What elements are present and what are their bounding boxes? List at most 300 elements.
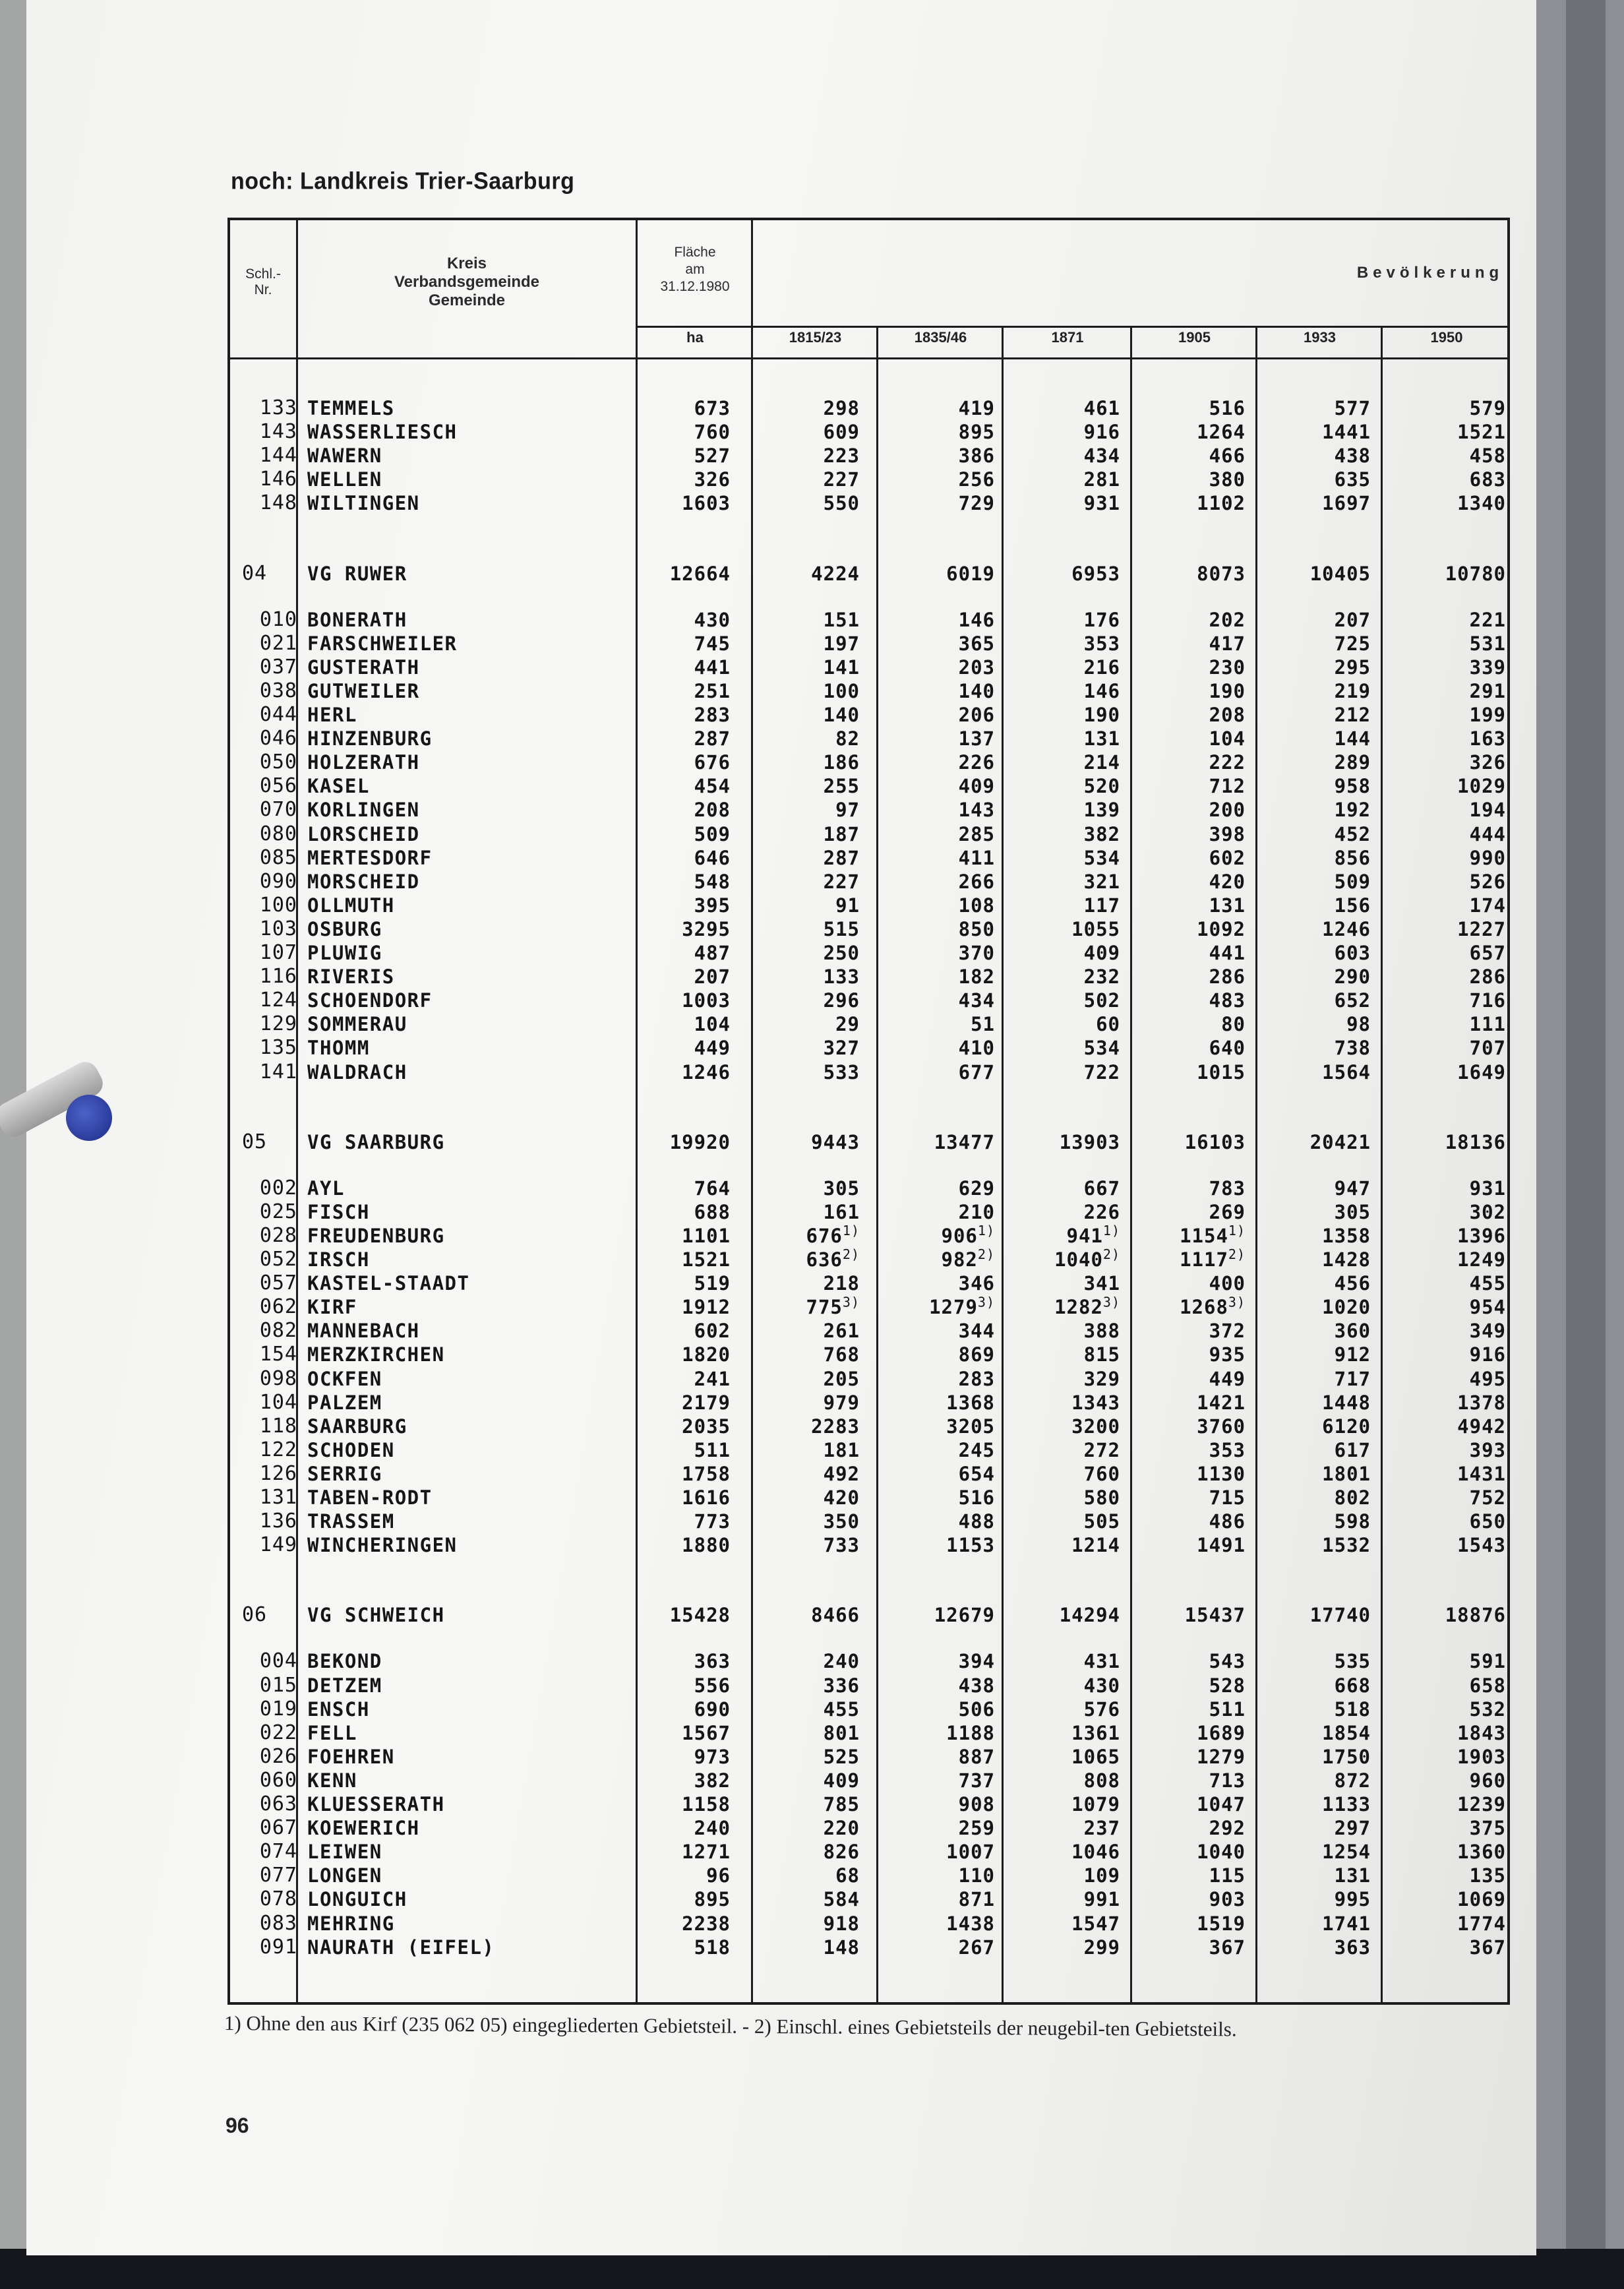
cell-code: 05 bbox=[242, 1130, 268, 1153]
cell-value: 1065 bbox=[1071, 1745, 1120, 1768]
cell-value: 60 bbox=[1096, 1013, 1120, 1036]
cell-v1950 bbox=[1384, 870, 1506, 893]
cell-value: 488 bbox=[958, 1510, 995, 1533]
cell-value: 190 bbox=[1083, 704, 1120, 726]
cell-value: 455 bbox=[823, 1697, 860, 1721]
cell-area bbox=[642, 1912, 731, 1935]
cell-v1950 bbox=[1384, 894, 1506, 917]
cell-value: 1279 bbox=[929, 1296, 978, 1319]
cell-v1815 bbox=[758, 727, 860, 750]
header-flaeche: Fläche am 31.12.1980 bbox=[660, 245, 730, 294]
cell-value: 532 bbox=[1469, 1697, 1506, 1721]
cell-value: 140 bbox=[958, 679, 995, 702]
cell-area bbox=[642, 1225, 731, 1247]
cell-value: 1239 bbox=[1457, 1793, 1506, 1816]
footnote: 1) Ohne den aus Kirf (235 062 05) eingegliederten Gebietsteil. - 2) Einschl. eines Gebietsteils der neugebil-ten Gebietsteils. bbox=[224, 2011, 1237, 2041]
cell-value: 382 bbox=[694, 1769, 731, 1792]
cell-v1815 bbox=[758, 1841, 860, 1863]
cell-v1950 bbox=[1384, 1746, 1506, 1768]
cell-code: 104 bbox=[259, 1390, 297, 1414]
cell-value: 506 bbox=[958, 1697, 995, 1721]
cell-v1933 bbox=[1259, 894, 1371, 917]
cell-value: 110 bbox=[958, 1864, 995, 1887]
cell-v1950 bbox=[1384, 1272, 1506, 1295]
cell-v1905 bbox=[1137, 1013, 1246, 1035]
cell-value: 104 bbox=[1209, 727, 1246, 750]
cell-value: 68 bbox=[835, 1864, 860, 1887]
cell-value: 146 bbox=[958, 608, 995, 631]
cell-v1835 bbox=[883, 1746, 995, 1768]
cell-v1835 bbox=[883, 1486, 995, 1509]
cell-v1835 bbox=[883, 1936, 995, 1959]
cell-value: 458 bbox=[1469, 444, 1506, 468]
cell-v1835 bbox=[883, 444, 995, 467]
cell-value: 515 bbox=[823, 917, 860, 940]
cell-value: 255 bbox=[823, 775, 860, 798]
cell-value: 18876 bbox=[1445, 1604, 1506, 1627]
cell-v1950 bbox=[1384, 1510, 1506, 1533]
cell-v1871 bbox=[1008, 680, 1120, 702]
cell-code: 131 bbox=[259, 1486, 297, 1509]
footnote-marker: 1) bbox=[977, 1223, 995, 1239]
page-title: noch: Landkreis Trier-Saarburg bbox=[231, 168, 575, 195]
cell-name: KIRF bbox=[307, 1296, 357, 1319]
footnote-marker: 2) bbox=[1102, 1246, 1120, 1263]
table-row bbox=[230, 942, 1513, 964]
cell-v1933 bbox=[1259, 1013, 1371, 1035]
cell-value: 135 bbox=[1469, 1864, 1506, 1887]
cell-value: 287 bbox=[694, 727, 731, 750]
cell-name: KORLINGEN bbox=[307, 799, 420, 822]
table-row bbox=[230, 1037, 1513, 1059]
cell-value: 931 bbox=[1083, 492, 1120, 515]
cell-v1905 bbox=[1137, 823, 1246, 845]
cell-value: 144 bbox=[1334, 727, 1371, 750]
cell-value: 305 bbox=[1334, 1200, 1371, 1223]
cell-value: 990 bbox=[1469, 846, 1506, 869]
cell-code: 050 bbox=[259, 750, 297, 774]
header-schl: Schl.- Nr. bbox=[245, 266, 281, 297]
cell-v1933 bbox=[1259, 1415, 1371, 1438]
table-row bbox=[230, 1674, 1513, 1697]
cell-v1933 bbox=[1259, 1841, 1371, 1863]
cell-value: 576 bbox=[1083, 1697, 1120, 1721]
cell-v1905 bbox=[1137, 847, 1246, 869]
cell-v1905 bbox=[1137, 1248, 1246, 1271]
cell-value: 137 bbox=[958, 727, 995, 750]
table-row bbox=[230, 965, 1513, 988]
cell-v1905 bbox=[1137, 989, 1246, 1012]
cell-v1835 bbox=[883, 1793, 995, 1816]
cell-area bbox=[642, 1793, 731, 1816]
cell-area bbox=[642, 823, 731, 845]
cell-value: 326 bbox=[694, 468, 731, 491]
cell-code: 098 bbox=[259, 1366, 297, 1390]
backdrop-book-edge bbox=[1566, 0, 1606, 2289]
cell-code: 100 bbox=[259, 893, 297, 917]
footnote-marker: 3) bbox=[1228, 1294, 1246, 1310]
cell-value: 336 bbox=[823, 1674, 860, 1697]
cell-area bbox=[642, 1131, 731, 1153]
cell-v1815 bbox=[758, 1061, 860, 1083]
cell-value: 438 bbox=[1334, 444, 1371, 468]
cell-v1835 bbox=[883, 632, 995, 655]
cell-code: 083 bbox=[259, 1911, 297, 1935]
cell-v1933 bbox=[1259, 1061, 1371, 1083]
cell-value: 393 bbox=[1469, 1438, 1506, 1461]
cell-value: 745 bbox=[694, 632, 731, 655]
cell-value: 16103 bbox=[1184, 1130, 1246, 1153]
footnote-marker: 3) bbox=[1102, 1294, 1120, 1310]
cell-v1950 bbox=[1384, 609, 1506, 631]
cell-value: 250 bbox=[823, 942, 860, 964]
cell-v1950 bbox=[1384, 799, 1506, 821]
cell-v1950 bbox=[1384, 1439, 1506, 1461]
cell-name: NAURATH (EIFEL) bbox=[307, 1936, 495, 1959]
cell-value: 1101 bbox=[682, 1224, 731, 1247]
cell-v1815 bbox=[758, 704, 860, 726]
cell-code: 135 bbox=[259, 1036, 297, 1060]
cell-value: 518 bbox=[694, 1936, 731, 1959]
cell-value: 19920 bbox=[669, 1130, 731, 1153]
cell-v1905 bbox=[1137, 1698, 1246, 1721]
cell-v1871 bbox=[1008, 965, 1120, 988]
cell-value: 111 bbox=[1469, 1013, 1506, 1036]
cell-value: 629 bbox=[958, 1176, 995, 1200]
table-row bbox=[230, 847, 1513, 869]
cell-v1871 bbox=[1008, 1296, 1120, 1318]
table-row bbox=[230, 1343, 1513, 1366]
table-row bbox=[230, 918, 1513, 940]
footnote-marker: 3) bbox=[842, 1294, 860, 1310]
cell-value: 100 bbox=[823, 679, 860, 702]
cell-v1905 bbox=[1137, 421, 1246, 443]
cell-v1835 bbox=[883, 1131, 995, 1153]
cell-area bbox=[642, 1201, 731, 1223]
cell-v1933 bbox=[1259, 1391, 1371, 1414]
cell-name: FISCH bbox=[307, 1200, 370, 1223]
cell-area bbox=[642, 1486, 731, 1509]
table-row bbox=[230, 1272, 1513, 1295]
cell-value: 1102 bbox=[1197, 492, 1246, 515]
cell-value: 908 bbox=[958, 1793, 995, 1816]
cell-name: LEIWEN bbox=[307, 1841, 382, 1864]
cell-area bbox=[642, 1746, 731, 1768]
cell-value: 115 bbox=[1209, 1864, 1246, 1887]
cell-v1815 bbox=[758, 1604, 860, 1626]
cell-value: 1903 bbox=[1457, 1745, 1506, 1768]
cell-value: 1396 bbox=[1457, 1224, 1506, 1247]
cell-value: 452 bbox=[1334, 822, 1371, 845]
table-row bbox=[230, 1391, 1513, 1414]
cell-value: 353 bbox=[1083, 632, 1120, 655]
cell-v1815 bbox=[758, 656, 860, 679]
cell-value: 302 bbox=[1469, 1200, 1506, 1223]
cell-v1835 bbox=[883, 1650, 995, 1672]
cell-value: 438 bbox=[958, 1674, 995, 1697]
cell-v1950 bbox=[1384, 1415, 1506, 1438]
cell-v1871 bbox=[1008, 1912, 1120, 1935]
cell-v1905 bbox=[1137, 1391, 1246, 1414]
cell-value: 417 bbox=[1209, 632, 1246, 655]
cell-value: 1649 bbox=[1457, 1060, 1506, 1083]
cell-value: 267 bbox=[958, 1936, 995, 1959]
cell-value: 181 bbox=[823, 1438, 860, 1461]
cell-v1815 bbox=[758, 1343, 860, 1366]
cell-value: 1268 bbox=[1180, 1296, 1228, 1319]
cell-v1835 bbox=[883, 421, 995, 443]
table-row bbox=[230, 1817, 1513, 1839]
cell-value: 650 bbox=[1469, 1510, 1506, 1533]
cell-name: IRSCH bbox=[307, 1248, 370, 1271]
cell-v1933 bbox=[1259, 775, 1371, 797]
cell-v1871 bbox=[1008, 1769, 1120, 1792]
cell-area bbox=[642, 799, 731, 821]
cell-area bbox=[642, 468, 731, 491]
cell-v1815 bbox=[758, 989, 860, 1012]
cell-v1871 bbox=[1008, 942, 1120, 964]
cell-value: 12679 bbox=[934, 1604, 995, 1627]
cell-v1950 bbox=[1384, 1650, 1506, 1672]
cell-name: MERZKIRCHEN bbox=[307, 1343, 445, 1366]
cell-v1835 bbox=[883, 1225, 995, 1247]
cell-code: 129 bbox=[259, 1012, 297, 1036]
cell-value: 223 bbox=[823, 444, 860, 468]
cell-area bbox=[642, 1248, 731, 1271]
cell-area bbox=[642, 492, 731, 514]
cell-v1950 bbox=[1384, 656, 1506, 679]
cell-value: 752 bbox=[1469, 1486, 1506, 1509]
cell-v1871 bbox=[1008, 1722, 1120, 1744]
cell-v1933 bbox=[1259, 918, 1371, 940]
table-row bbox=[230, 421, 1513, 443]
cell-value: 197 bbox=[823, 632, 860, 655]
cell-value: 1689 bbox=[1197, 1721, 1246, 1744]
cell-value: 947 bbox=[1334, 1176, 1371, 1200]
cell-value: 1046 bbox=[1071, 1841, 1120, 1864]
cell-name: FREUDENBURG bbox=[307, 1224, 445, 1247]
cell-v1905 bbox=[1137, 1604, 1246, 1626]
cell-name: WASSERLIESCH bbox=[307, 421, 458, 444]
cell-value: 1697 bbox=[1322, 492, 1371, 515]
cell-v1905 bbox=[1137, 1793, 1246, 1816]
cell-value: 409 bbox=[958, 775, 995, 798]
cell-value: 434 bbox=[1083, 444, 1120, 468]
cell-value: 652 bbox=[1334, 989, 1371, 1012]
cell-area bbox=[642, 1674, 731, 1697]
cell-name: HOLZERATH bbox=[307, 751, 420, 774]
cell-v1835 bbox=[883, 823, 995, 845]
cell-value: 360 bbox=[1334, 1320, 1371, 1343]
cell-v1815 bbox=[758, 444, 860, 467]
cell-v1815 bbox=[758, 847, 860, 869]
cell-value: 654 bbox=[958, 1462, 995, 1485]
cell-v1835 bbox=[883, 1769, 995, 1792]
cell-v1933 bbox=[1259, 397, 1371, 419]
cell-v1815 bbox=[758, 1793, 860, 1816]
cell-v1933 bbox=[1259, 492, 1371, 514]
cell-value: 455 bbox=[1469, 1272, 1506, 1295]
cell-value: 677 bbox=[958, 1060, 995, 1083]
cell-v1950 bbox=[1384, 1296, 1506, 1318]
cell-v1905 bbox=[1137, 1439, 1246, 1461]
cell-name: FELL bbox=[307, 1721, 357, 1744]
cell-code: 091 bbox=[259, 1935, 297, 1959]
cell-value: 895 bbox=[958, 421, 995, 444]
cell-v1871 bbox=[1008, 1201, 1120, 1223]
cell-name: WAWERN bbox=[307, 444, 382, 468]
table-row bbox=[230, 1534, 1513, 1556]
cell-value: 365 bbox=[958, 632, 995, 655]
cell-value: 256 bbox=[958, 468, 995, 491]
cell-value: 602 bbox=[694, 1320, 731, 1343]
cell-v1835 bbox=[883, 468, 995, 491]
cell-v1950 bbox=[1384, 1534, 1506, 1556]
cell-name: TABEN-RODT bbox=[307, 1486, 433, 1509]
cell-value: 148 bbox=[823, 1936, 860, 1959]
cell-value: 6019 bbox=[946, 562, 995, 585]
cell-value: 203 bbox=[958, 656, 995, 679]
cell-v1933 bbox=[1259, 823, 1371, 845]
cell-value: 1491 bbox=[1197, 1534, 1246, 1557]
cell-value: 240 bbox=[823, 1650, 860, 1673]
cell-code: 06 bbox=[242, 1603, 268, 1627]
cell-v1950 bbox=[1384, 1368, 1506, 1390]
cell-v1871 bbox=[1008, 656, 1120, 679]
cell-v1905 bbox=[1137, 1722, 1246, 1744]
cell-value: 717 bbox=[1334, 1367, 1371, 1390]
cell-v1950 bbox=[1384, 704, 1506, 726]
cell-v1835 bbox=[883, 1061, 995, 1083]
table-row bbox=[230, 1296, 1513, 1318]
cell-v1835 bbox=[883, 1296, 995, 1318]
cell-v1871 bbox=[1008, 421, 1120, 443]
cell-value: 1340 bbox=[1457, 492, 1506, 515]
cell-code: 122 bbox=[259, 1438, 297, 1461]
cell-value: 1521 bbox=[682, 1248, 731, 1271]
cell-value: 388 bbox=[1083, 1320, 1120, 1343]
cell-v1815 bbox=[758, 1248, 860, 1271]
cell-area bbox=[642, 563, 731, 585]
cell-value: 207 bbox=[1334, 608, 1371, 631]
cell-v1933 bbox=[1259, 1746, 1371, 1768]
cell-value: 326 bbox=[1469, 751, 1506, 774]
cell-v1815 bbox=[758, 609, 860, 631]
cell-v1933 bbox=[1259, 1439, 1371, 1461]
cell-v1871 bbox=[1008, 870, 1120, 893]
cell-v1905 bbox=[1137, 1534, 1246, 1556]
cell-value: 1428 bbox=[1322, 1248, 1371, 1271]
cell-value: 139 bbox=[1083, 799, 1120, 822]
footnote-marker: 3) bbox=[977, 1294, 995, 1310]
cell-v1905 bbox=[1137, 1841, 1246, 1863]
cell-v1933 bbox=[1259, 1698, 1371, 1721]
cell-value: 182 bbox=[958, 965, 995, 989]
cell-v1933 bbox=[1259, 1272, 1371, 1295]
cell-value: 516 bbox=[958, 1486, 995, 1509]
cell-value: 1282 bbox=[1054, 1296, 1103, 1319]
cell-code: 046 bbox=[259, 727, 297, 750]
cell-value: 518 bbox=[1334, 1697, 1371, 1721]
cell-value: 509 bbox=[1334, 870, 1371, 893]
cell-v1871 bbox=[1008, 1864, 1120, 1887]
cell-v1933 bbox=[1259, 444, 1371, 467]
cell-area bbox=[642, 1037, 731, 1059]
cell-v1950 bbox=[1384, 1061, 1506, 1083]
cell-value: 269 bbox=[1209, 1200, 1246, 1223]
cell-v1950 bbox=[1384, 421, 1506, 443]
table-row bbox=[230, 609, 1513, 631]
cell-value: 226 bbox=[958, 751, 995, 774]
cell-v1950 bbox=[1384, 727, 1506, 750]
cell-v1835 bbox=[883, 1864, 995, 1887]
table-row bbox=[230, 397, 1513, 419]
cell-value: 97 bbox=[835, 799, 860, 822]
cell-v1905 bbox=[1137, 894, 1246, 917]
cell-v1905 bbox=[1137, 965, 1246, 988]
year-1950: 1950 bbox=[1430, 329, 1463, 346]
cell-v1933 bbox=[1259, 421, 1371, 443]
cell-value: 212 bbox=[1334, 704, 1371, 726]
cell-value: 240 bbox=[694, 1817, 731, 1840]
cell-name: OCKFEN bbox=[307, 1367, 382, 1390]
cell-v1950 bbox=[1384, 397, 1506, 419]
cell-value: 487 bbox=[694, 942, 731, 964]
cell-v1905 bbox=[1137, 492, 1246, 514]
cell-value: 520 bbox=[1083, 775, 1120, 798]
cell-value: 519 bbox=[694, 1272, 731, 1295]
cell-value: 466 bbox=[1209, 444, 1246, 468]
cell-value: 783 bbox=[1209, 1176, 1246, 1200]
cell-value: 918 bbox=[823, 1912, 860, 1935]
cell-name: FARSCHWEILER bbox=[307, 632, 458, 655]
cell-name: ENSCH bbox=[307, 1697, 370, 1721]
cell-value: 1543 bbox=[1457, 1534, 1506, 1557]
cell-value: 297 bbox=[1334, 1817, 1371, 1840]
cell-v1933 bbox=[1259, 1320, 1371, 1342]
cell-v1835 bbox=[883, 1604, 995, 1626]
cell-v1905 bbox=[1137, 1864, 1246, 1887]
footnote-marker: 2) bbox=[1228, 1246, 1246, 1263]
table-row bbox=[230, 775, 1513, 797]
cell-value: 461 bbox=[1083, 397, 1120, 419]
cell-value: 912 bbox=[1334, 1343, 1371, 1366]
cell-v1905 bbox=[1137, 1061, 1246, 1083]
cell-value: 104 bbox=[694, 1013, 731, 1036]
cell-v1815 bbox=[758, 1746, 860, 1768]
cell-v1933 bbox=[1259, 1936, 1371, 1959]
cell-v1871 bbox=[1008, 1674, 1120, 1697]
cell-v1905 bbox=[1137, 1177, 1246, 1200]
cell-v1815 bbox=[758, 894, 860, 917]
table-row bbox=[230, 1698, 1513, 1721]
table-row bbox=[230, 1248, 1513, 1271]
cell-name: KLUESSERATH bbox=[307, 1793, 445, 1816]
cell-v1933 bbox=[1259, 1722, 1371, 1744]
cell-value: 1069 bbox=[1457, 1888, 1506, 1911]
cell-value: 1616 bbox=[682, 1486, 731, 1509]
cell-value: 707 bbox=[1469, 1037, 1506, 1060]
cell-code: 062 bbox=[259, 1295, 297, 1319]
cell-v1835 bbox=[883, 918, 995, 940]
footnote-marker: 2) bbox=[977, 1246, 995, 1263]
cell-value: 298 bbox=[823, 397, 860, 419]
table-row bbox=[230, 1415, 1513, 1438]
cell-v1950 bbox=[1384, 942, 1506, 964]
cell-value: 205 bbox=[823, 1367, 860, 1390]
cell-value: 410 bbox=[958, 1037, 995, 1060]
cell-area bbox=[642, 1368, 731, 1390]
